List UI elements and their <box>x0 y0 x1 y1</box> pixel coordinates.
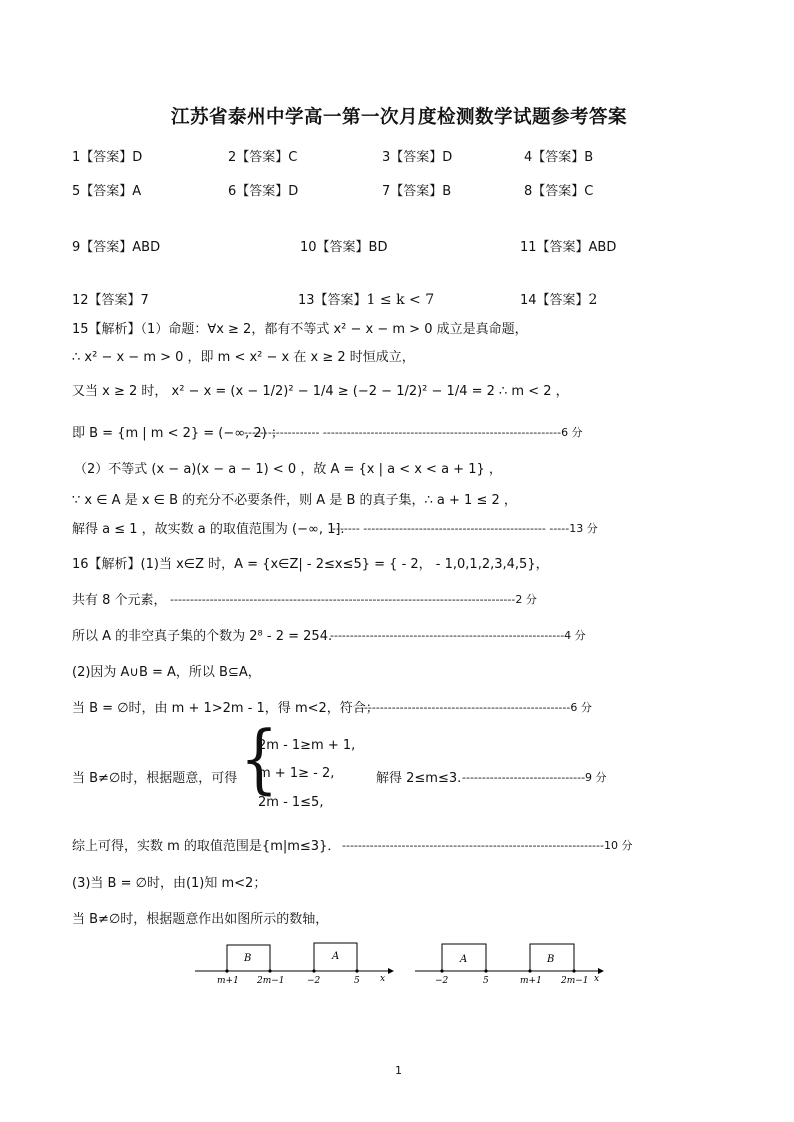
page-title: 江苏省泰州中学高一第一次月度检测数学试题参考答案 <box>171 107 628 128</box>
q16-line-5: 当 B = ∅时，由 m + 1>2m - 1，得 m<2，符合； <box>72 701 379 716</box>
box-label-b: B <box>244 953 252 964</box>
answer-5: 5【答案】A <box>72 184 142 199</box>
answer-1: 1【答案】D <box>72 150 143 165</box>
answer-9: 9【答案】ABD <box>72 240 161 255</box>
box-label-a: A <box>460 954 468 965</box>
box-label-b: B <box>547 954 555 965</box>
axis-arrow <box>388 968 394 974</box>
system-eq-1: 2m - 1≥m + 1, <box>258 738 356 753</box>
q15-line-2: ∴ x² − x − m > 0 ，即 m < x² − x 在 x ≥ 2 时恒成立， <box>72 350 415 365</box>
tick-label-2: 2m−1 <box>257 976 285 986</box>
answer-13-label: 13【答案】 <box>298 293 367 308</box>
system-eq-2: m + 1≥ - 2, <box>258 766 335 781</box>
q16-line-6-prefix: 当 B≠∅时，根据题意，可得 <box>72 771 238 786</box>
point-2m-minus-1 <box>572 969 575 972</box>
system-eq-3: 2m - 1≤5, <box>258 795 324 810</box>
point-neg-2 <box>312 969 315 972</box>
q15-line-3: 又当 x ≥ 2 时， x² − x = (x − 1/2)² − 1/4 ≥ (−2 − 1/2)² − 1/4 = 2 ∴ m < 2 ， <box>72 384 569 399</box>
box-label-a: A <box>332 951 340 962</box>
q16-line-2: 共有 8 个元素， <box>72 593 167 608</box>
answer-13-math: 1 ≤ k < 7 <box>366 292 435 308</box>
system-brace: { <box>240 715 279 804</box>
answer-14-label: 14【答案】 <box>520 293 589 308</box>
tick-label-1: −2 <box>435 976 449 986</box>
tick-label-3: −2 <box>307 976 321 986</box>
q16-line-9: 当 B≠∅时，根据题意作出如图所示的数轴， <box>72 912 329 927</box>
tick-label-2: 5 <box>483 976 489 986</box>
answer-14 <box>520 289 597 308</box>
number-line-2 <box>410 935 610 987</box>
answer-6: 6【答案】D <box>228 184 299 199</box>
q15-line-5: （2）不等式 (x − a)(x − a − 1) < 0 ，故 A = {x | a < x < a + 1} ， <box>74 462 502 477</box>
answer-14-math: 2 <box>588 292 598 308</box>
point-2m-minus-1 <box>268 969 271 972</box>
q15-line-7: 解得 a ≤ 1 ，故实数 a 的取值范围为 (−∞, 1]. <box>72 522 345 537</box>
tick-label-1: m+1 <box>217 976 239 986</box>
answer-13 <box>298 289 434 308</box>
number-line-1 <box>190 935 400 987</box>
q15-line-7-score: ------- ---------------------------------------------- -----13 分 <box>332 522 598 535</box>
q16-line-4: (2)因为 A∪B = A，所以 B⊆A， <box>72 665 261 680</box>
q15-line-6: ∵ x ∈ A 是 x ∈ B 的充分不必要条件，则 A 是 B 的真子集，∴ a + 1 ≤ 2 ， <box>72 493 517 508</box>
point-m-plus-1 <box>225 969 228 972</box>
answer-11: 11【答案】ABD <box>520 240 617 255</box>
axis-x-label: x <box>380 974 386 984</box>
q16-line-1: 16【解析】(1)当 x∈Z 时，A = {x∈Z| - 2≤x≤5} = { - 2， - 1,0,1,2,3,4,5}， <box>72 557 549 572</box>
q16-line-3: 所以 A 的非空真子集的个数为 2⁸ - 2 = 254. <box>72 629 333 644</box>
point-5 <box>484 969 487 972</box>
tick-label-3: m+1 <box>520 976 542 986</box>
q16-line-8: (3)当 B = ∅时，由(1)知 m<2； <box>72 876 267 891</box>
q16-line-7: 综上可得，实数 m 的取值范围是{m|m≤3}． <box>72 839 341 854</box>
answer-12: 12【答案】7 <box>72 293 149 308</box>
q15-line-1: 15【解析】（1）命题：∀x ≥ 2，都有不等式 x² − x − m > 0 成立是真命题， <box>72 322 528 337</box>
answer-10: 10【答案】BD <box>300 240 388 255</box>
q15-line-4-score: ------------------- ------------------------------------------------------------6 分 <box>244 426 583 439</box>
answer-4: 4【答案】B <box>524 150 594 165</box>
answer-7: 7【答案】B <box>382 184 452 199</box>
point-neg-2 <box>440 969 443 972</box>
answer-8: 8【答案】C <box>524 184 594 199</box>
q16-line-2-score: ---------------------------------------------------------------------------------------2 分 <box>170 593 537 606</box>
axis-x-label: x <box>594 974 600 984</box>
q15-line-4: 即 B = {m | m < 2} = (−∞, 2) ； <box>72 426 284 441</box>
q16-line-5-score: ------------------------------------------------------6 分 <box>356 701 592 714</box>
tick-label-4: 5 <box>354 976 360 986</box>
q16-line-6-score: -------------------------------9 分 <box>462 771 607 784</box>
q16-line-3-score: -----------------------------------------------------------4 分 <box>330 629 586 642</box>
point-m-plus-1 <box>528 969 531 972</box>
q16-line-7-score: ------------------------------------------------------------------10 分 <box>342 839 633 852</box>
point-5 <box>355 969 358 972</box>
page-number: 1 <box>395 1064 402 1077</box>
q16-line-6-solve: 解得 2≤m≤3. <box>376 771 462 786</box>
tick-label-4: 2m−1 <box>561 976 589 986</box>
answer-3: 3【答案】D <box>382 150 453 165</box>
answer-2: 2【答案】C <box>228 150 298 165</box>
